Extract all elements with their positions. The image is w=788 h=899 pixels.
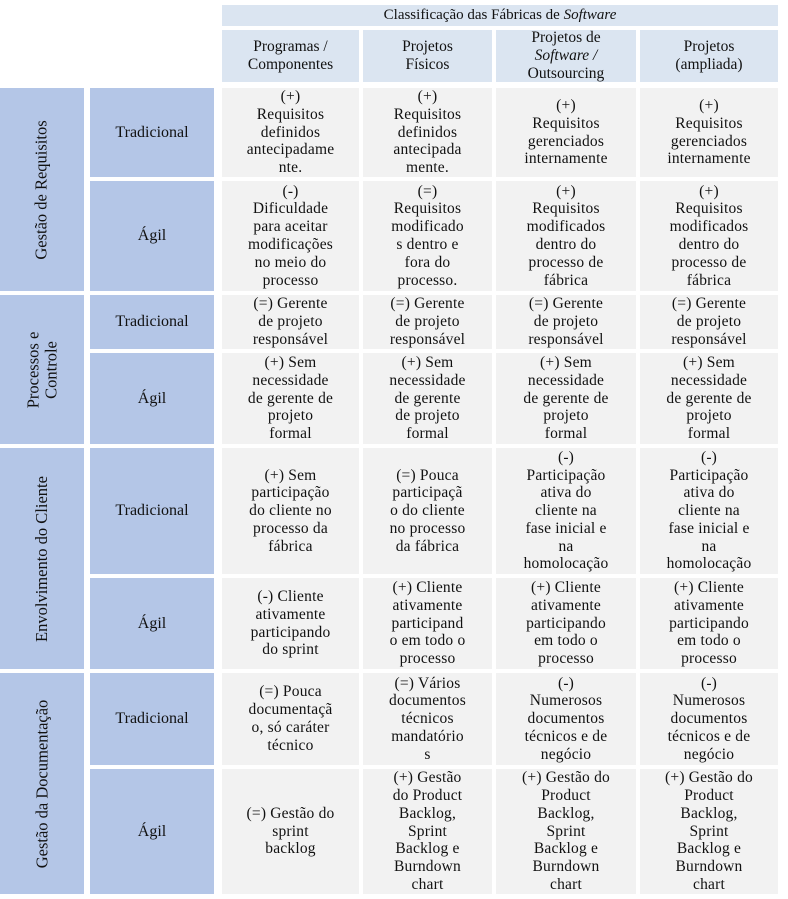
cell-line: processo: [681, 650, 737, 668]
cell-line: (+) Sem: [683, 354, 735, 371]
cell-line: definidos: [397, 123, 458, 141]
cell-line: fábrica: [686, 271, 732, 289]
cell-line: antecipadame: [246, 141, 335, 159]
table-cell: [222, 448, 359, 574]
cell-line: Sprint: [689, 822, 729, 840]
cell-line: (+): [280, 88, 301, 105]
cell-line: para aceitar: [253, 218, 328, 236]
cell-line: dentro do: [535, 236, 597, 253]
cell-line: (+): [556, 96, 576, 114]
cell-line: Burndown: [675, 858, 743, 876]
cell-line: do Product: [392, 787, 463, 804]
cell-line: cliente na: [678, 502, 740, 520]
cell-line: processo.: [397, 271, 458, 289]
cell-line: (-): [282, 182, 299, 200]
column-header-line: Programas /: [253, 38, 328, 55]
cell-line: participando: [250, 623, 331, 641]
cell-line: Requisitos: [532, 114, 600, 132]
cell-line: responsável: [528, 330, 604, 348]
column-header-line: Outsourcing: [527, 65, 605, 82]
cell-line: modificados: [526, 218, 606, 236]
column-header-line: (ampliada): [675, 56, 743, 73]
cell-line: no meio do: [254, 253, 327, 271]
group-label: [0, 88, 84, 291]
cell-line: gerenciados: [670, 132, 748, 150]
column-header-line: Projetos de: [531, 29, 601, 46]
cell-line: (=) Pouca: [396, 466, 459, 484]
table-title: [222, 5, 778, 26]
cell-line: participaçã: [392, 484, 463, 502]
cell-line: modificado: [391, 218, 464, 236]
cell-line: em todo o: [677, 632, 741, 650]
cell-line: (+) Cliente: [392, 579, 463, 596]
cell-line: internamente: [667, 150, 751, 168]
cell-line: de gerente de: [247, 389, 334, 407]
cell-line: documentos: [527, 710, 605, 728]
cell-line: definidos: [260, 123, 321, 141]
cell-line: s dentro e: [396, 236, 459, 253]
group-label-line: Controle: [41, 340, 60, 399]
cell-line: técnicos e de: [524, 727, 608, 745]
table-cell: [640, 295, 778, 349]
cell-line: ativa do: [683, 484, 735, 502]
cell-line: (+) Cliente: [674, 579, 744, 596]
cell-line: internamente: [524, 150, 608, 168]
cell-line: Requisitos: [532, 200, 600, 218]
cell-line: o, só caráter: [251, 719, 330, 736]
cell-line: modificados: [669, 218, 749, 236]
cell-line: de projeto: [395, 313, 460, 331]
cell-line: homolocação: [666, 555, 752, 573]
cell-line: necessidade: [252, 371, 329, 389]
cell-line: (+): [699, 96, 719, 114]
cell-line: backlog: [265, 840, 316, 858]
column-header-line: Projetos: [683, 38, 735, 55]
cell-line: Sprint: [407, 822, 448, 840]
row-label: Tradicional: [90, 673, 214, 765]
cell-line: documentos: [389, 692, 466, 710]
table-cell: [496, 181, 636, 291]
table-cell: [496, 578, 636, 669]
table-cell: [363, 673, 492, 765]
cell-line: (=) Vários: [394, 674, 461, 692]
column-header-line: Software /: [534, 47, 598, 64]
cell-line: de gerente: [394, 389, 461, 407]
cell-line: Product: [684, 787, 734, 804]
table-cell: [222, 295, 359, 349]
cell-line: participand: [391, 614, 464, 632]
group-label: [0, 448, 84, 669]
table-cell: [640, 88, 778, 177]
cell-line: de projeto: [395, 407, 460, 425]
cell-line: processo: [538, 650, 594, 668]
cell-line: (+) Sem: [264, 466, 317, 484]
cell-line: fase inicial e: [668, 519, 750, 537]
cell-line: Numerosos: [529, 692, 603, 710]
cell-line: chart: [693, 875, 725, 893]
cell-line: Requisitos: [675, 200, 743, 218]
cell-line: Burndown: [532, 858, 600, 876]
table-cell: [496, 769, 636, 894]
table-cell: [363, 88, 492, 177]
cell-line: nte.: [278, 159, 303, 177]
cell-line: Backlog,: [398, 804, 457, 822]
table-cell: [496, 673, 636, 765]
group-label-text: [33, 699, 51, 868]
table-cell: [496, 448, 636, 574]
cell-line: (-): [557, 448, 575, 466]
table-cell: [640, 769, 778, 894]
cell-line: responsável: [671, 330, 747, 348]
cell-line: projeto: [686, 407, 732, 425]
cell-line: processo: [399, 650, 456, 668]
cell-line: Backlog e: [533, 840, 599, 858]
cell-line: ativa do: [540, 484, 592, 502]
cell-line: técnicos e de: [667, 727, 751, 745]
cell-line: documentaçã: [248, 701, 333, 719]
cell-line: (+) Gestão: [393, 769, 462, 787]
cell-line: do cliente no: [249, 502, 332, 520]
cell-line: no processo: [389, 519, 466, 537]
table-cell: [363, 769, 492, 894]
cell-line: (+) Cliente: [531, 579, 601, 596]
cell-line: (=) Gestão do: [246, 804, 335, 822]
cell-line: antecipada: [393, 141, 462, 159]
cell-line: responsável: [389, 330, 466, 348]
cell-line: ativamente: [531, 596, 601, 614]
row-label: Ágil: [90, 769, 214, 894]
cell-line: participando: [526, 614, 606, 632]
table-cell: [496, 88, 636, 177]
cell-line: da fábrica: [395, 537, 460, 555]
table-cell: [640, 448, 778, 574]
table-cell: [222, 88, 359, 177]
group-label-line: Processos e: [23, 331, 42, 408]
cell-line: processo de: [671, 253, 747, 271]
cell-line: fábrica: [268, 537, 313, 555]
cell-line: Requisitos: [256, 105, 325, 123]
cell-line: o do cliente: [390, 502, 465, 520]
cell-line: (=): [417, 182, 438, 200]
cell-line: (-): [700, 448, 718, 466]
cell-line: o em todo o: [389, 632, 466, 650]
cell-line: Participação: [669, 466, 749, 484]
cell-line: (-): [557, 674, 575, 692]
cell-line: de gerente de: [666, 389, 752, 407]
cell-line: técnico: [267, 736, 314, 754]
cell-line: fábrica: [543, 271, 589, 289]
row-label: Ágil: [90, 181, 214, 291]
column-header: [222, 30, 359, 82]
cell-line: (=) Pouca: [259, 683, 322, 701]
cell-line: (+): [699, 182, 719, 200]
cell-line: (=) Gerente: [528, 295, 604, 313]
table-cell: [363, 181, 492, 291]
cell-line: ativamente: [255, 605, 326, 623]
group-label-line: Gestão de Requisitos: [32, 119, 52, 260]
cell-line: modificações: [247, 236, 334, 253]
cell-line: projeto: [543, 407, 589, 425]
column-header: [363, 30, 492, 82]
cell-line: mente.: [406, 159, 449, 177]
table-cell: [496, 353, 636, 444]
cell-line: (+): [417, 88, 438, 105]
cell-line: (+) Sem: [540, 354, 592, 371]
cell-line: necessidade: [527, 371, 605, 389]
cell-line: (+) Sem: [264, 354, 317, 371]
row-label: Tradicional: [90, 295, 214, 349]
cell-line: Dificuldade: [252, 200, 329, 218]
cell-line: Sprint: [546, 822, 586, 840]
cell-line: cliente na: [535, 502, 597, 520]
cell-line: negócio: [683, 745, 735, 763]
cell-line: Participação: [526, 466, 606, 484]
cell-line: fase inicial e: [525, 519, 607, 537]
group-label-text: [33, 120, 51, 259]
cell-line: (+) Gestão do: [522, 769, 610, 787]
cell-line: documentos: [670, 710, 748, 728]
cell-line: (=) Gerente: [671, 295, 747, 313]
cell-line: (-) Cliente: [257, 587, 324, 605]
cell-line: chart: [550, 875, 582, 893]
cell-line: projeto: [267, 407, 314, 425]
cell-line: Product: [541, 787, 591, 804]
cell-line: em todo o: [534, 632, 598, 650]
cell-line: mandatório: [391, 727, 464, 745]
group-label-line: Gestão da Documentação: [32, 699, 51, 868]
cell-line: de gerente de: [523, 389, 609, 407]
table-cell: [363, 353, 492, 444]
cell-line: fora do: [404, 253, 451, 271]
cell-line: formal: [269, 425, 312, 443]
group-label-line: Envolvimento do Cliente: [32, 475, 51, 642]
cell-line: de projeto: [533, 313, 599, 331]
table-title-text: Classificação das Fábricas de: [383, 7, 560, 23]
row-label: Ágil: [90, 353, 214, 444]
column-header: [640, 30, 778, 82]
table-cell: [363, 448, 492, 574]
cell-line: negócio: [540, 745, 592, 763]
cell-line: do sprint: [262, 641, 319, 659]
table-cell: [363, 578, 492, 669]
cell-line: (=) Gerente: [253, 295, 328, 313]
cell-line: processo da: [253, 519, 328, 537]
column-header-line: Projetos: [402, 38, 453, 55]
cell-line: s: [424, 745, 431, 763]
cell-line: Backlog e: [395, 840, 460, 858]
cell-line: Requisitos: [675, 114, 743, 132]
column-header: [496, 30, 636, 82]
cell-line: participando: [669, 614, 749, 632]
table-cell: [222, 353, 359, 444]
table-cell: [640, 353, 778, 444]
cell-line: (=) Gerente: [390, 295, 465, 313]
cell-line: participação: [251, 484, 330, 502]
table-cell: [363, 295, 492, 349]
row-label: Tradicional: [90, 448, 214, 574]
cell-line: Backlog,: [680, 804, 738, 822]
cell-line: formal: [406, 425, 449, 443]
cell-line: formal: [544, 425, 588, 443]
cell-line: Backlog,: [537, 804, 595, 822]
cell-line: técnicos: [401, 710, 454, 728]
cell-line: na: [701, 537, 717, 555]
cell-line: sprint: [272, 822, 309, 840]
cell-line: Requisitos: [393, 105, 462, 123]
table-cell: [640, 673, 778, 765]
table-cell: [640, 578, 778, 669]
cell-line: ativamente: [674, 596, 744, 614]
table-title-emphasis: Software: [563, 7, 617, 23]
cell-line: chart: [411, 875, 444, 893]
cell-line: processo de: [528, 253, 604, 271]
row-label: Ágil: [90, 578, 214, 669]
cell-line: (-): [700, 674, 718, 692]
cell-line: necessidade: [389, 371, 466, 389]
table-cell: [222, 673, 359, 765]
cell-line: na: [558, 537, 574, 555]
table-cell: [496, 295, 636, 349]
table-cell: [222, 578, 359, 669]
cell-line: (+): [556, 182, 576, 200]
group-label-text: [33, 476, 51, 642]
cell-line: formal: [687, 425, 731, 443]
cell-line: Requisitos: [393, 200, 462, 218]
row-label: Tradicional: [90, 88, 214, 177]
table-cell: [640, 181, 778, 291]
cell-line: gerenciados: [527, 132, 605, 150]
cell-line: dentro do: [678, 236, 740, 253]
cell-line: (+) Sem: [401, 354, 454, 371]
cell-line: de projeto: [676, 313, 742, 331]
column-header-line: Físicos: [405, 56, 450, 73]
table-cell: [222, 769, 359, 894]
cell-line: processo: [262, 271, 319, 289]
cell-line: de projeto: [258, 313, 323, 331]
group-label: [0, 673, 84, 894]
cell-line: Backlog e: [676, 840, 742, 858]
cell-line: Burndown: [393, 858, 462, 876]
group-label-text: [24, 331, 60, 408]
cell-line: Numerosos: [672, 692, 746, 710]
cell-line: homolocação: [523, 555, 609, 573]
cell-line: responsável: [252, 330, 329, 348]
group-label: [0, 295, 84, 444]
cell-line: necessidade: [670, 371, 748, 389]
table-cell: [222, 181, 359, 291]
cell-line: ativamente: [392, 596, 463, 614]
cell-line: (+) Gestão do: [665, 769, 753, 787]
column-header-line: Componentes: [247, 56, 334, 73]
